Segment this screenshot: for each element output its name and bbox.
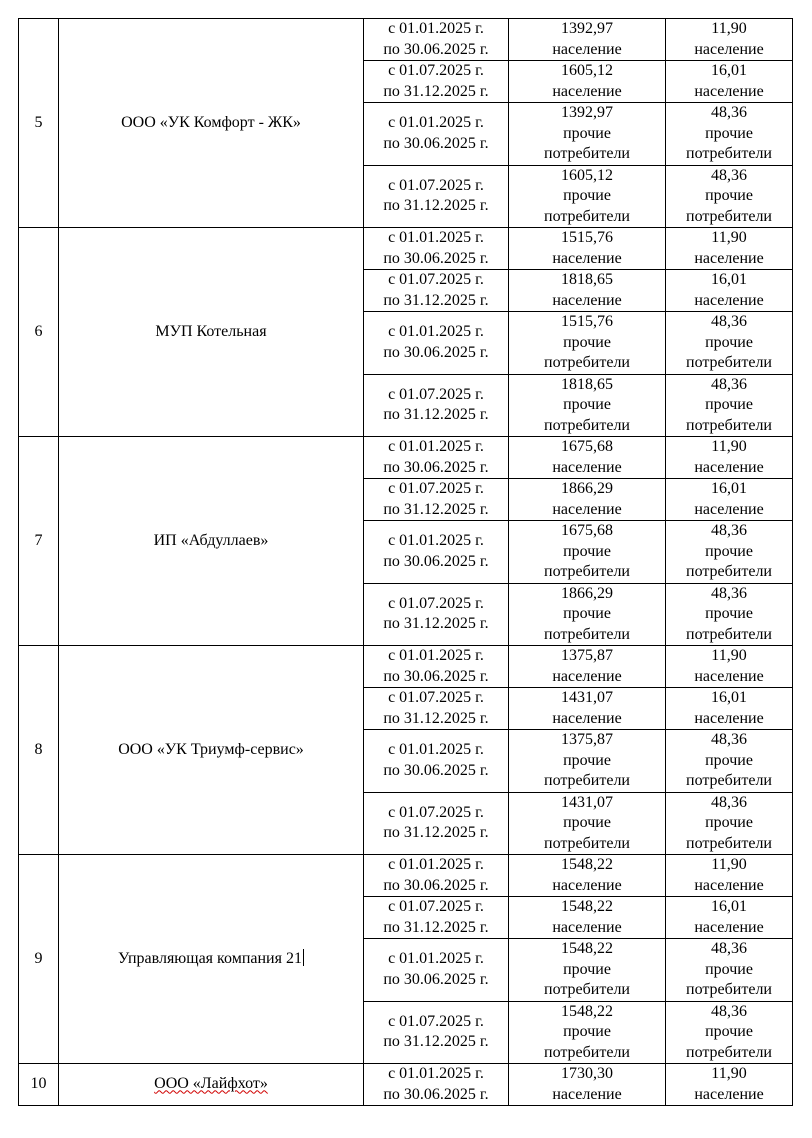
text-cursor xyxy=(303,949,304,966)
consumer-category: население xyxy=(694,667,764,685)
period-from: с 01.01.2025 г. xyxy=(388,647,484,664)
tariff-value-cell xyxy=(509,312,666,375)
tariff-value: 48,36 xyxy=(711,940,747,957)
period-from: с 01.01.2025 г. xyxy=(388,438,484,455)
table-row xyxy=(19,1064,793,1106)
consumer-category: потребители xyxy=(686,834,772,852)
consumer-category: прочие xyxy=(563,605,611,622)
tariff-value: 48,36 xyxy=(711,731,747,748)
consumer-category: потребители xyxy=(686,981,772,998)
tariff-value-cell-2 xyxy=(666,792,793,855)
period-cell xyxy=(364,646,509,688)
period-to: по 30.06.2025 г. xyxy=(383,249,489,267)
tariff-value-cell-2 xyxy=(666,61,793,103)
consumer-category: прочие xyxy=(563,542,611,560)
consumer-category: население xyxy=(552,500,622,518)
row-number: 9 xyxy=(19,855,59,1064)
tariff-value: 1866,29 xyxy=(561,584,613,602)
tariff-value-cell xyxy=(509,688,666,730)
tariff-value: 48,36 xyxy=(711,793,747,811)
consumer-category: прочие xyxy=(563,960,611,978)
consumer-category: прочие xyxy=(705,187,753,204)
consumer-category: потребители xyxy=(544,1043,630,1061)
consumer-category: прочие xyxy=(563,396,611,413)
period-from: с 01.01.2025 г. xyxy=(388,323,484,341)
tariff-value-cell-2 xyxy=(666,1001,793,1064)
period-to: по 31.12.2025 г. xyxy=(383,500,489,518)
tariff-value: 1431,07 xyxy=(561,689,613,706)
consumer-category: население xyxy=(694,458,764,476)
organization-name xyxy=(59,646,364,855)
period-to: по 31.12.2025 г. xyxy=(383,824,489,842)
tariff-value: 1548,22 xyxy=(561,898,613,915)
tariff-value-cell-2 xyxy=(666,228,793,270)
tariff-value: 11,90 xyxy=(711,20,747,37)
tariff-value-cell xyxy=(509,61,666,103)
consumer-category: прочие xyxy=(705,1023,753,1040)
row-number: 6 xyxy=(19,228,59,437)
consumer-category: прочие xyxy=(705,124,753,142)
period-to: по 30.06.2025 г. xyxy=(383,876,489,894)
consumer-category: население xyxy=(552,918,622,936)
period-to: по 30.06.2025 г. xyxy=(383,1085,489,1103)
tariff-value-cell xyxy=(509,897,666,939)
tariff-value: 16,01 xyxy=(711,689,747,706)
period-from: с 01.07.2025 г. xyxy=(388,385,484,403)
period-to: по 30.06.2025 г. xyxy=(383,552,489,570)
tariff-value-cell-2 xyxy=(666,583,793,646)
consumer-category: потребители xyxy=(544,834,630,852)
tariff-value: 16,01 xyxy=(711,898,747,915)
period-from: с 01.01.2025 г. xyxy=(388,856,484,873)
tariff-value-cell xyxy=(509,792,666,855)
organization-name-text: ООО «УК Комфорт - ЖК» xyxy=(121,113,301,131)
period-to: по 30.06.2025 г. xyxy=(383,343,489,361)
consumer-category: прочие xyxy=(563,124,611,142)
tariff-value-cell-2 xyxy=(666,312,793,375)
tariff-table xyxy=(18,18,793,1106)
period-cell xyxy=(364,1064,509,1106)
period-from: с 01.01.2025 г. xyxy=(388,114,484,132)
tariff-value: 1375,87 xyxy=(561,647,613,664)
consumer-category: население xyxy=(694,876,764,894)
period-to: по 31.12.2025 г. xyxy=(383,918,489,936)
consumer-category: население xyxy=(552,458,622,476)
tariff-value: 1515,76 xyxy=(561,229,613,246)
tariff-value: 1730,30 xyxy=(561,1065,613,1082)
tariff-value: 16,01 xyxy=(711,62,747,79)
period-from: с 01.07.2025 г. xyxy=(388,271,484,288)
period-to: по 31.12.2025 г. xyxy=(383,197,489,215)
tariff-value: 1818,65 xyxy=(561,271,613,288)
consumer-category: население xyxy=(694,82,764,100)
period-cell xyxy=(364,228,509,270)
consumer-category: прочие xyxy=(563,187,611,204)
consumer-category: потребители xyxy=(544,563,630,580)
consumer-category: прочие xyxy=(705,333,753,351)
consumer-category: население xyxy=(552,249,622,267)
consumer-category: население xyxy=(694,500,764,518)
consumer-category: потребители xyxy=(686,145,772,162)
tariff-value: 48,36 xyxy=(711,375,747,393)
period-to: по 31.12.2025 г. xyxy=(383,1033,489,1051)
period-to: по 31.12.2025 г. xyxy=(383,615,489,633)
tariff-value-cell-2 xyxy=(666,165,793,228)
tariff-value: 1548,22 xyxy=(561,856,613,873)
tariff-value: 1605,12 xyxy=(561,166,613,184)
consumer-category: прочие xyxy=(705,605,753,622)
period-to: по 30.06.2025 г. xyxy=(383,970,489,988)
consumer-category: прочие xyxy=(563,751,611,769)
tariff-value-cell-2 xyxy=(666,19,793,61)
tariff-value-cell xyxy=(509,521,666,584)
period-to: по 31.12.2025 г. xyxy=(383,406,489,424)
period-cell xyxy=(364,792,509,855)
table-row xyxy=(19,19,793,61)
period-to: по 30.06.2025 г. xyxy=(383,667,489,685)
tariff-value-cell xyxy=(509,19,666,61)
organization-name-text: Управляющая компания 21 xyxy=(118,949,302,967)
period-cell xyxy=(364,312,509,375)
tariff-value-cell-2 xyxy=(666,1064,793,1106)
period-from: с 01.01.2025 г. xyxy=(388,741,484,759)
period-from: с 01.07.2025 г. xyxy=(388,62,484,79)
consumer-category: прочие xyxy=(705,396,753,413)
tariff-value: 1548,22 xyxy=(561,940,613,957)
period-from: с 01.07.2025 г. xyxy=(388,898,484,915)
tariff-value: 16,01 xyxy=(711,271,747,288)
organization-name xyxy=(59,19,364,228)
consumer-category: население xyxy=(694,40,764,58)
consumer-category: потребители xyxy=(544,207,630,225)
tariff-value: 11,90 xyxy=(711,1065,747,1082)
tariff-value: 11,90 xyxy=(711,647,747,664)
period-cell xyxy=(364,19,509,61)
period-cell xyxy=(364,374,509,437)
period-to: по 31.12.2025 г. xyxy=(383,291,489,309)
tariff-value: 48,36 xyxy=(711,584,747,602)
tariff-value-cell-2 xyxy=(666,855,793,897)
consumer-category: потребители xyxy=(544,145,630,162)
period-cell xyxy=(364,1001,509,1064)
tariff-value: 1392,97 xyxy=(561,20,613,37)
tariff-value: 48,36 xyxy=(711,1002,747,1020)
period-from: с 01.01.2025 г. xyxy=(388,20,484,37)
period-to: по 30.06.2025 г. xyxy=(383,40,489,58)
period-cell xyxy=(364,103,509,166)
period-to: по 30.06.2025 г. xyxy=(383,761,489,779)
organization-name-text: ООО «Лайфхот» xyxy=(154,1075,268,1093)
tariff-value-cell xyxy=(509,855,666,897)
tariff-value-cell-2 xyxy=(666,270,793,312)
organization-name xyxy=(59,228,364,437)
organization-name-text: ИП «Абдуллаев» xyxy=(153,531,269,549)
row-number: 7 xyxy=(19,437,59,646)
period-cell xyxy=(364,939,509,1002)
period-cell xyxy=(364,165,509,228)
period-cell xyxy=(364,521,509,584)
consumer-category: население xyxy=(694,918,764,936)
tariff-value-cell-2 xyxy=(666,939,793,1002)
period-to: по 31.12.2025 г. xyxy=(383,82,489,100)
period-cell xyxy=(364,897,509,939)
tariff-value: 48,36 xyxy=(711,104,747,121)
consumer-category: потребители xyxy=(544,625,630,643)
period-from: с 01.07.2025 г. xyxy=(388,480,484,497)
tariff-value-cell xyxy=(509,374,666,437)
period-cell xyxy=(364,583,509,646)
consumer-category: потребители xyxy=(686,416,772,434)
consumer-category: население xyxy=(694,249,764,267)
tariff-value: 1392,97 xyxy=(561,104,613,121)
period-from: с 01.07.2025 г. xyxy=(388,803,484,821)
consumer-category: потребители xyxy=(686,354,772,371)
tariff-value-cell xyxy=(509,939,666,1002)
period-cell xyxy=(364,270,509,312)
consumer-category: потребители xyxy=(544,416,630,434)
organization-name xyxy=(59,1064,364,1106)
period-to: по 30.06.2025 г. xyxy=(383,458,489,476)
tariff-value-cell-2 xyxy=(666,437,793,479)
period-to: по 30.06.2025 г. xyxy=(383,134,489,152)
tariff-value: 48,36 xyxy=(711,166,747,184)
consumer-category: население xyxy=(552,82,622,100)
consumer-category: население xyxy=(694,709,764,727)
period-from: с 01.01.2025 г. xyxy=(388,1065,484,1082)
consumer-category: население xyxy=(552,291,622,309)
tariff-value-cell xyxy=(509,1001,666,1064)
consumer-category: население xyxy=(552,709,622,727)
organization-name-text: МУП Котельная xyxy=(155,322,267,340)
consumer-category: население xyxy=(552,40,622,58)
tariff-value: 16,01 xyxy=(711,480,747,497)
consumer-category: прочие xyxy=(563,814,611,831)
tariff-value-cell-2 xyxy=(666,521,793,584)
period-cell xyxy=(364,437,509,479)
consumer-category: население xyxy=(552,876,622,894)
consumer-category: население xyxy=(694,291,764,309)
consumer-category: население xyxy=(694,1085,764,1103)
tariff-value-cell xyxy=(509,730,666,793)
period-cell xyxy=(364,730,509,793)
consumer-category: потребители xyxy=(686,1043,772,1061)
consumer-category: прочие xyxy=(705,542,753,560)
tariff-value-cell xyxy=(509,479,666,521)
consumer-category: потребители xyxy=(686,625,772,643)
row-number: 5 xyxy=(19,19,59,228)
period-from: с 01.01.2025 г. xyxy=(388,229,484,246)
tariff-value: 48,36 xyxy=(711,522,747,539)
tariff-value-cell xyxy=(509,103,666,166)
tariff-value: 1515,76 xyxy=(561,313,613,330)
tariff-value-cell xyxy=(509,437,666,479)
tariff-value-cell-2 xyxy=(666,688,793,730)
period-from: с 01.07.2025 г. xyxy=(388,594,484,612)
table-row xyxy=(19,646,793,688)
consumer-category: прочие xyxy=(563,1023,611,1040)
tariff-value-cell-2 xyxy=(666,374,793,437)
tariff-value: 1818,65 xyxy=(561,375,613,393)
consumer-category: потребители xyxy=(544,354,630,371)
tariff-value-cell-2 xyxy=(666,479,793,521)
period-cell xyxy=(364,479,509,521)
period-from: с 01.01.2025 г. xyxy=(388,532,484,550)
tariff-value: 1675,68 xyxy=(561,438,613,455)
consumer-category: потребители xyxy=(544,981,630,998)
tariff-value-cell-2 xyxy=(666,897,793,939)
consumer-category: потребители xyxy=(686,563,772,580)
period-cell xyxy=(364,688,509,730)
tariff-value-cell xyxy=(509,228,666,270)
organization-name-text: ООО «УК Триумф-сервис» xyxy=(118,740,304,758)
consumer-category: потребители xyxy=(686,207,772,225)
tariff-value: 11,90 xyxy=(711,229,747,246)
tariff-value: 1866,29 xyxy=(561,480,613,497)
tariff-value-cell-2 xyxy=(666,103,793,166)
tariff-value-cell-2 xyxy=(666,730,793,793)
tariff-value: 1548,22 xyxy=(561,1002,613,1020)
period-from: с 01.07.2025 г. xyxy=(388,689,484,706)
period-from: с 01.07.2025 г. xyxy=(388,176,484,194)
tariff-value-cell xyxy=(509,165,666,228)
period-from: с 01.07.2025 г. xyxy=(388,1012,484,1030)
tariff-value-cell-2 xyxy=(666,646,793,688)
period-from: с 01.01.2025 г. xyxy=(388,950,484,968)
consumer-category: потребители xyxy=(544,772,630,789)
tariff-value: 1431,07 xyxy=(561,793,613,811)
table-row xyxy=(19,437,793,479)
consumer-category: потребители xyxy=(686,772,772,789)
period-cell xyxy=(364,61,509,103)
tariff-value: 1675,68 xyxy=(561,522,613,539)
row-number: 8 xyxy=(19,646,59,855)
consumer-category: прочие xyxy=(563,333,611,351)
consumer-category: прочие xyxy=(705,814,753,831)
organization-name xyxy=(59,437,364,646)
tariff-value: 1605,12 xyxy=(561,62,613,79)
consumer-category: население xyxy=(552,667,622,685)
table-row xyxy=(19,855,793,897)
tariff-value: 1375,87 xyxy=(561,731,613,748)
consumer-category: прочие xyxy=(705,751,753,769)
tariff-value: 11,90 xyxy=(711,438,747,455)
consumer-category: прочие xyxy=(705,960,753,978)
tariff-value: 48,36 xyxy=(711,313,747,330)
period-to: по 31.12.2025 г. xyxy=(383,709,489,727)
tariff-value-cell xyxy=(509,583,666,646)
table-row xyxy=(19,228,793,270)
row-number: 10 xyxy=(19,1064,59,1106)
organization-name xyxy=(59,855,364,1064)
tariff-value-cell xyxy=(509,646,666,688)
period-cell xyxy=(364,855,509,897)
tariff-value-cell xyxy=(509,1064,666,1106)
tariff-value-cell xyxy=(509,270,666,312)
tariff-value: 11,90 xyxy=(711,856,747,873)
consumer-category: население xyxy=(552,1085,622,1103)
